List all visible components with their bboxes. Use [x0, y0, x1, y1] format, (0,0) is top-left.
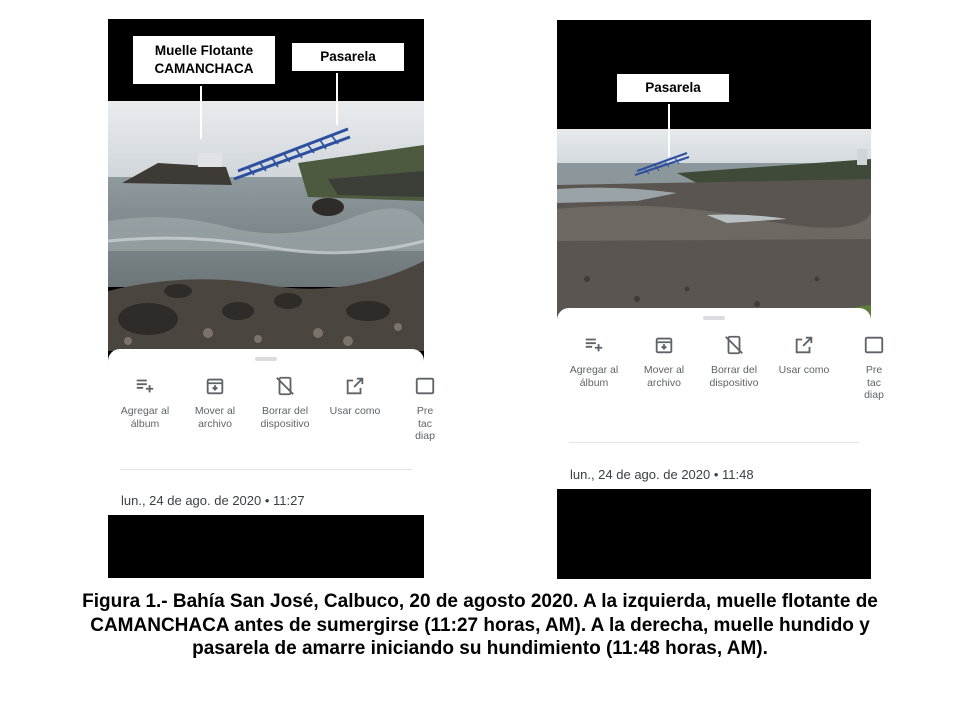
action-bar-right: [559, 334, 884, 402]
archive-icon: [204, 375, 226, 397]
left-phone-screenshot: [108, 19, 435, 578]
callout-pasarela-right: Pasarela: [615, 72, 731, 104]
figure-caption: Figura 1.- Bahía San José, Calbuco, 20 de agosto 2020. A la izquierda, muelle flotante de CAMANCHACA antes de sumergirse (11:27 horas, AM). A la derecha, muelle hundido y pasarela de amarre iniciando su hundimiento (11:48 horas, AM).: [82, 591, 878, 659]
photo-actions-sheet-right: [557, 308, 884, 489]
slideshow-icon: [863, 334, 885, 356]
archive-icon: [653, 334, 675, 356]
use-as-button[interactable]: [320, 375, 390, 443]
add-to-album-label: Agregar al álbum: [120, 405, 170, 430]
slideshow-label: Pre tac diap: [415, 405, 435, 442]
delete-from-device-icon: [274, 375, 296, 397]
leader-line-pasarela-right: [668, 102, 670, 157]
slideshow-icon: [414, 375, 436, 397]
add-to-album-label: Agregar al álbum: [569, 364, 619, 389]
move-to-archive-button[interactable]: [629, 334, 699, 402]
right-phone-screenshot: [557, 20, 884, 579]
photo-datetime: lun., 24 de ago. de 2020 • 11:27: [121, 493, 305, 508]
move-to-archive-label: Mover al archivo: [643, 364, 685, 389]
use-as-button[interactable]: [769, 334, 839, 402]
add-to-album-icon: [583, 334, 605, 356]
left-photo-image: [108, 101, 424, 351]
delete-from-device-button[interactable]: [250, 375, 320, 443]
slideshow-button[interactable]: [390, 375, 460, 443]
move-to-archive-label: Mover al archivo: [194, 405, 236, 430]
open-external-icon: [793, 334, 815, 356]
callout-muelle-flotante: Muelle Flotante CAMANCHACA: [131, 34, 277, 86]
action-bar: [110, 375, 435, 443]
slideshow-button[interactable]: [839, 334, 909, 402]
sheet-drag-handle-right[interactable]: [703, 316, 725, 320]
delete-from-device-label: Borrar del dispositivo: [709, 364, 759, 389]
callout-pasarela: Pasarela: [290, 41, 406, 73]
slideshow-label: Pre tac diap: [864, 364, 884, 401]
move-to-archive-button[interactable]: [180, 375, 250, 443]
leader-line-pasarela: [336, 71, 338, 125]
sheet-divider-right: [569, 442, 859, 443]
leader-line-muelle: [200, 85, 202, 139]
add-to-album-button[interactable]: [559, 334, 629, 402]
photo-actions-sheet: [108, 349, 435, 515]
sheet-drag-handle[interactable]: [255, 357, 277, 361]
delete-from-device-button[interactable]: [699, 334, 769, 402]
use-as-label: Usar como: [778, 364, 830, 376]
delete-from-device-label: Borrar del dispositivo: [260, 405, 310, 430]
use-as-label: Usar como: [329, 405, 381, 417]
sheet-divider: [120, 469, 412, 470]
right-photo-muelle-hundido[interactable]: [557, 129, 871, 329]
delete-from-device-icon: [723, 334, 745, 356]
open-external-icon: [344, 375, 366, 397]
photo-datetime-right: lun., 24 de ago. de 2020 • 11:48: [570, 467, 754, 482]
right-photo-image: [557, 129, 871, 329]
add-to-album-button[interactable]: [110, 375, 180, 443]
left-photo-muelle-flotante[interactable]: [108, 101, 424, 351]
add-to-album-icon: [134, 375, 156, 397]
